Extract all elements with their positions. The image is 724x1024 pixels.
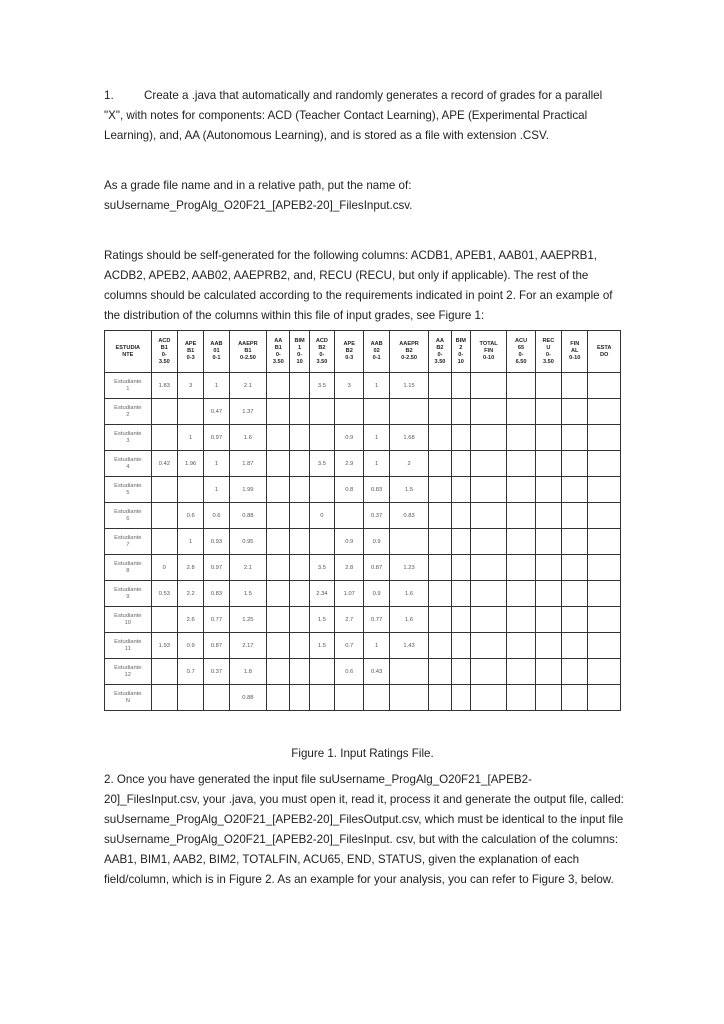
student-name-cell: Estudiante 2 [105, 399, 152, 425]
table-row [105, 373, 621, 399]
grade-cell: 0.77 [204, 607, 229, 633]
grade-cell [562, 581, 588, 607]
grade-cell [535, 607, 561, 633]
column-header: AAEPR B2 0-2.50 [389, 331, 429, 373]
grade-cell [451, 451, 470, 477]
grade-cell [535, 529, 561, 555]
grade-cell: 0.95 [229, 529, 267, 555]
grade-cell [204, 685, 229, 711]
grade-cell [535, 451, 561, 477]
grade-cell [562, 477, 588, 503]
grade-cell: 1.5 [229, 581, 267, 607]
grade-cell: 0.87 [364, 555, 389, 581]
grade-cell [507, 425, 535, 451]
grade-cell [267, 451, 290, 477]
grade-cell: 0.9 [364, 581, 389, 607]
grade-cell: 2.17 [229, 633, 267, 659]
grade-cell [588, 581, 621, 607]
grade-cell [507, 607, 535, 633]
grade-cell: 3.5 [309, 373, 334, 399]
student-name-cell: Estudiante 9 [105, 581, 152, 607]
table-row [105, 477, 621, 503]
grade-cell: 0.9 [364, 529, 389, 555]
grade-cell [290, 607, 309, 633]
grade-cell [389, 399, 429, 425]
grade-cell [290, 581, 309, 607]
grade-cell [470, 373, 506, 399]
grade-cell [267, 685, 290, 711]
grade-cell [451, 529, 470, 555]
grade-cell [429, 555, 451, 581]
grade-cell [151, 477, 177, 503]
table-row [105, 399, 621, 425]
grade-cell: 0.97 [204, 425, 229, 451]
grade-cell [535, 633, 561, 659]
figure-caption: Figure 1. Input Ratings File. [291, 747, 434, 760]
grade-cell [429, 529, 451, 555]
grade-cell [470, 685, 506, 711]
grade-cell [267, 607, 290, 633]
student-name-cell: Estudiante 5 [105, 477, 152, 503]
grade-cell [588, 659, 621, 685]
grade-cell [507, 477, 535, 503]
grade-cell [562, 607, 588, 633]
grade-cell [535, 555, 561, 581]
column-header: APE B1 0-3 [177, 331, 203, 373]
column-header: ACU 65 0- 6.50 [507, 331, 535, 373]
grade-cell: 1 [204, 373, 229, 399]
grade-cell [364, 685, 389, 711]
table-row [105, 503, 621, 529]
column-header: REC U 0- 3.50 [535, 331, 561, 373]
grade-cell [535, 659, 561, 685]
grade-cell: 2.8 [177, 555, 203, 581]
grade-cell [562, 659, 588, 685]
grade-cell: 3.5 [309, 555, 334, 581]
student-name-cell: Estudiante 12 [105, 659, 152, 685]
student-name-cell: Estudiante 11 [105, 633, 152, 659]
grade-cell: 3.5 [309, 451, 334, 477]
grade-cell [535, 477, 561, 503]
student-name-cell: Estudiante 7 [105, 529, 152, 555]
table-header-row [105, 331, 621, 373]
grade-cell [562, 633, 588, 659]
grade-cell [451, 633, 470, 659]
grade-cell [507, 685, 535, 711]
table-row [105, 685, 621, 711]
grade-cell: 1.6 [389, 607, 429, 633]
grade-cell: 0.37 [204, 659, 229, 685]
grade-cell: 1 [177, 529, 203, 555]
table-body [105, 373, 621, 711]
grade-cell [535, 373, 561, 399]
grade-cell: 1 [364, 633, 389, 659]
grade-cell [364, 399, 389, 425]
grade-cell [151, 607, 177, 633]
grade-cell [507, 529, 535, 555]
grade-cell: 0.9 [335, 529, 364, 555]
column-header: AA B1 0- 3.50 [267, 331, 290, 373]
grade-cell: 0.88 [229, 503, 267, 529]
grade-cell: 2.7 [335, 607, 364, 633]
grade-cell [389, 659, 429, 685]
grade-cell [535, 685, 561, 711]
table-row [105, 451, 621, 477]
grade-cell: 1.23 [389, 555, 429, 581]
question-2: 2. Once you have generated the input file suUsername_ProgAlg_O20F21_[APEB2-20]_FilesInput.csv, your .java, you must open it, read it, process it and generate the output file, called: suUsername_ProgAlg_O20F21_[APEB2-20]_FilesOutput.csv, which must be identical to the input file suUsername_ProgAlg_O20F21_[APEB2-20]_FilesInput. csv, but with the calculation of the columns: AAB1, BIM1, AAB2, BIM2, TOTALFIN, ACU65, END, STATUS, given the explanation of each field/column, which is in Figure 2. As an example for your analysis, you can refer to Figure 3, below. [104, 773, 624, 886]
grade-cell: 0.37 [364, 503, 389, 529]
grade-cell [429, 477, 451, 503]
grade-cell [151, 685, 177, 711]
grade-cell [535, 399, 561, 425]
grade-cell [177, 477, 203, 503]
grade-cell [177, 399, 203, 425]
grade-cell: 1.25 [229, 607, 267, 633]
column-header: AAEPR B1 0-2.50 [229, 331, 267, 373]
grade-cell [267, 373, 290, 399]
grade-cell [451, 581, 470, 607]
grade-cell [507, 503, 535, 529]
grade-cell [470, 607, 506, 633]
student-name-cell: Estudiante 10 [105, 607, 152, 633]
grade-cell [335, 685, 364, 711]
grade-cell [267, 529, 290, 555]
grade-cell [267, 555, 290, 581]
column-header: AAB 02 0-1 [364, 331, 389, 373]
grade-cell [588, 451, 621, 477]
grade-cell: 1.68 [389, 425, 429, 451]
grade-cell [588, 607, 621, 633]
column-header: TOTAL FIN 0-10 [470, 331, 506, 373]
grade-cell [429, 581, 451, 607]
question-1-number: 1. [104, 89, 114, 102]
grade-cell [389, 685, 429, 711]
grade-cell [562, 399, 588, 425]
grade-cell [290, 451, 309, 477]
table-row [105, 607, 621, 633]
column-header: AA B2 0- 3.50 [429, 331, 451, 373]
grade-cell: 3 [335, 373, 364, 399]
grade-cell [267, 581, 290, 607]
grade-cell [588, 477, 621, 503]
grade-cell [151, 529, 177, 555]
grade-cell [451, 607, 470, 633]
grade-cell: 0.53 [151, 581, 177, 607]
grade-cell: 0.9 [335, 425, 364, 451]
grade-cell: 0.47 [204, 399, 229, 425]
grade-cell [429, 503, 451, 529]
grade-cell: 1.93 [151, 633, 177, 659]
table-row [105, 425, 621, 451]
grade-cell [470, 477, 506, 503]
column-header: APE B2 0-3 [335, 331, 364, 373]
grade-cell: 0.7 [335, 633, 364, 659]
grade-cell [451, 477, 470, 503]
grade-cell [309, 425, 334, 451]
grade-cell: 0.6 [177, 503, 203, 529]
grade-cell: 2.34 [309, 581, 334, 607]
grade-cell: 2.8 [335, 555, 364, 581]
grade-cell [562, 451, 588, 477]
grade-cell: 0.83 [364, 477, 389, 503]
grade-cell [389, 529, 429, 555]
grade-cell [151, 399, 177, 425]
grade-cell: 3 [177, 373, 203, 399]
grade-cell [470, 633, 506, 659]
grade-cell [470, 529, 506, 555]
grade-cell [507, 451, 535, 477]
grade-cell: 2.2 [177, 581, 203, 607]
grade-cell [429, 685, 451, 711]
grade-cell: 0.42 [151, 451, 177, 477]
grade-cell: 1.87 [229, 451, 267, 477]
column-header: AAB 01 0-1 [204, 331, 229, 373]
grade-cell: 2.1 [229, 373, 267, 399]
grade-cell [335, 503, 364, 529]
grade-cell: 1 [204, 477, 229, 503]
grade-cell [562, 685, 588, 711]
grade-cell: 0.6 [335, 659, 364, 685]
grade-cell [267, 633, 290, 659]
grade-cell: 1.5 [389, 477, 429, 503]
grade-cell: 0.7 [177, 659, 203, 685]
grade-cell: 1.43 [389, 633, 429, 659]
grade-cell: 1.37 [229, 399, 267, 425]
grade-cell: 1.5 [309, 633, 334, 659]
student-name-cell: Estudiante N [105, 685, 152, 711]
grade-cell: 1 [364, 373, 389, 399]
student-name-cell: Estudiante 3 [105, 425, 152, 451]
grade-cell: 1.6 [229, 425, 267, 451]
grade-cell: 1 [364, 451, 389, 477]
grade-cell [151, 503, 177, 529]
grade-cell: 1.83 [151, 373, 177, 399]
grade-cell [290, 373, 309, 399]
grade-cell [507, 633, 535, 659]
table-row [105, 581, 621, 607]
column-header: ESTA DO [588, 331, 621, 373]
grade-cell [177, 685, 203, 711]
grade-cell [470, 503, 506, 529]
grade-cell [470, 425, 506, 451]
grade-cell [562, 503, 588, 529]
grade-cell [290, 659, 309, 685]
grade-cell [309, 477, 334, 503]
grade-cell: 0.83 [204, 581, 229, 607]
grade-cell [535, 425, 561, 451]
grade-cell [429, 373, 451, 399]
column-header: ESTUDIA NTE [105, 331, 152, 373]
column-header: BIM 2 0- 10 [451, 331, 470, 373]
grade-cell [267, 399, 290, 425]
grade-cell: 1.5 [309, 607, 334, 633]
grade-cell [507, 555, 535, 581]
column-header: BIM 1 0- 10 [290, 331, 309, 373]
column-header: ACD B1 0- 3.50 [151, 331, 177, 373]
grade-cell: 0.87 [204, 633, 229, 659]
file-name-paragraph: As a grade file name and in a relative path, put the name of: suUsername_ProgAlg_O20F21_[APEB2-20]_FilesInput.csv. [104, 179, 413, 212]
grade-cell [309, 659, 334, 685]
table-row [105, 529, 621, 555]
grade-cell [429, 659, 451, 685]
grade-cell [290, 555, 309, 581]
grade-cell [470, 581, 506, 607]
grade-cell [588, 555, 621, 581]
grade-cell [151, 659, 177, 685]
grade-cell: 2.6 [177, 607, 203, 633]
grade-cell: 0 [309, 503, 334, 529]
grade-cell [309, 685, 334, 711]
grade-cell [451, 555, 470, 581]
grade-cell: 0.9 [177, 633, 203, 659]
grade-cell: 1.99 [229, 477, 267, 503]
grade-cell: 1.6 [389, 581, 429, 607]
grade-cell: 1 [364, 425, 389, 451]
grade-cell: 0.6 [204, 503, 229, 529]
grade-cell [151, 425, 177, 451]
grade-cell [267, 503, 290, 529]
grade-cell: 0.93 [204, 529, 229, 555]
grade-cell [451, 373, 470, 399]
grade-cell: 0 [151, 555, 177, 581]
grade-cell [290, 529, 309, 555]
grade-cell [267, 659, 290, 685]
grade-cell [290, 633, 309, 659]
grade-cell: 1 [204, 451, 229, 477]
table-row [105, 659, 621, 685]
question-1 [104, 86, 624, 146]
grade-cell [562, 425, 588, 451]
input-grades-table [104, 330, 621, 711]
column-header: FIN AL 0-10 [562, 331, 588, 373]
student-name-cell: Estudiante 4 [105, 451, 152, 477]
grade-cell [429, 399, 451, 425]
grade-cell: 0.83 [389, 503, 429, 529]
grade-cell [535, 581, 561, 607]
grade-cell [290, 477, 309, 503]
grade-cell [267, 477, 290, 503]
grade-cell: 1.15 [389, 373, 429, 399]
grade-cell [507, 399, 535, 425]
grade-cell [507, 581, 535, 607]
grade-cell [451, 503, 470, 529]
grade-cell [290, 425, 309, 451]
student-name-cell: Estudiante 8 [105, 555, 152, 581]
grade-cell: 2.9 [335, 451, 364, 477]
grade-cell [335, 399, 364, 425]
grade-cell [588, 425, 621, 451]
grade-cell [470, 451, 506, 477]
grade-cell [429, 451, 451, 477]
grade-cell [562, 529, 588, 555]
question-1-text: Create a .java that automatically and randomly generates a record of grades for a parallel "X", with notes for components: ACD (Teacher Contact Learning), APE (Experimental Practical Learning), and, AA (Autonomous Learning), and is stored as a file with extension .CSV. [104, 89, 603, 142]
grade-cell [429, 607, 451, 633]
grade-cell [588, 399, 621, 425]
ratings-paragraph: Ratings should be self-generated for the following columns: ACDB1, APEB1, AAB01, AAEPRB1, ACDB2, APEB2, AAB02, AAEPRB2, and, RECU (RECU, but only if applicable). The rest of the columns should be calculated according to the requirements indicated in point 2. For an example of the distribution of the columns within this file of input grades, see Figure 1: [104, 249, 613, 322]
grade-cell: 0.77 [364, 607, 389, 633]
grade-cell [507, 659, 535, 685]
grade-cell [290, 685, 309, 711]
grade-cell [451, 399, 470, 425]
grade-cell [451, 425, 470, 451]
grade-cell [588, 373, 621, 399]
table-row [105, 633, 621, 659]
grade-cell: 0.97 [204, 555, 229, 581]
grade-cell [309, 399, 334, 425]
grade-cell [429, 633, 451, 659]
grade-cell: 1 [177, 425, 203, 451]
grade-cell [290, 503, 309, 529]
grade-cell [588, 503, 621, 529]
grade-cell [588, 633, 621, 659]
grade-cell: 0.8 [335, 477, 364, 503]
grade-cell: 0.43 [364, 659, 389, 685]
grade-cell [451, 659, 470, 685]
grade-cell: 1.8 [229, 659, 267, 685]
grade-cell [562, 555, 588, 581]
grade-cell [451, 685, 470, 711]
grade-cell [470, 555, 506, 581]
grade-cell [507, 373, 535, 399]
grade-cell [309, 529, 334, 555]
table-row [105, 555, 621, 581]
grade-cell: 0.88 [229, 685, 267, 711]
grade-cell: 1.96 [177, 451, 203, 477]
student-name-cell: Estudiante 1 [105, 373, 152, 399]
grade-cell [290, 399, 309, 425]
grade-cell: 2 [389, 451, 429, 477]
grade-cell [470, 399, 506, 425]
grade-cell [588, 685, 621, 711]
grade-cell [588, 529, 621, 555]
grade-cell [267, 425, 290, 451]
grade-cell: 2.1 [229, 555, 267, 581]
grade-cell [470, 659, 506, 685]
grade-cell: 1.07 [335, 581, 364, 607]
student-name-cell: Estudiante 6 [105, 503, 152, 529]
column-header: ACD B2 0- 3.50 [309, 331, 334, 373]
grade-cell [429, 425, 451, 451]
grade-cell [562, 373, 588, 399]
grade-cell [535, 503, 561, 529]
